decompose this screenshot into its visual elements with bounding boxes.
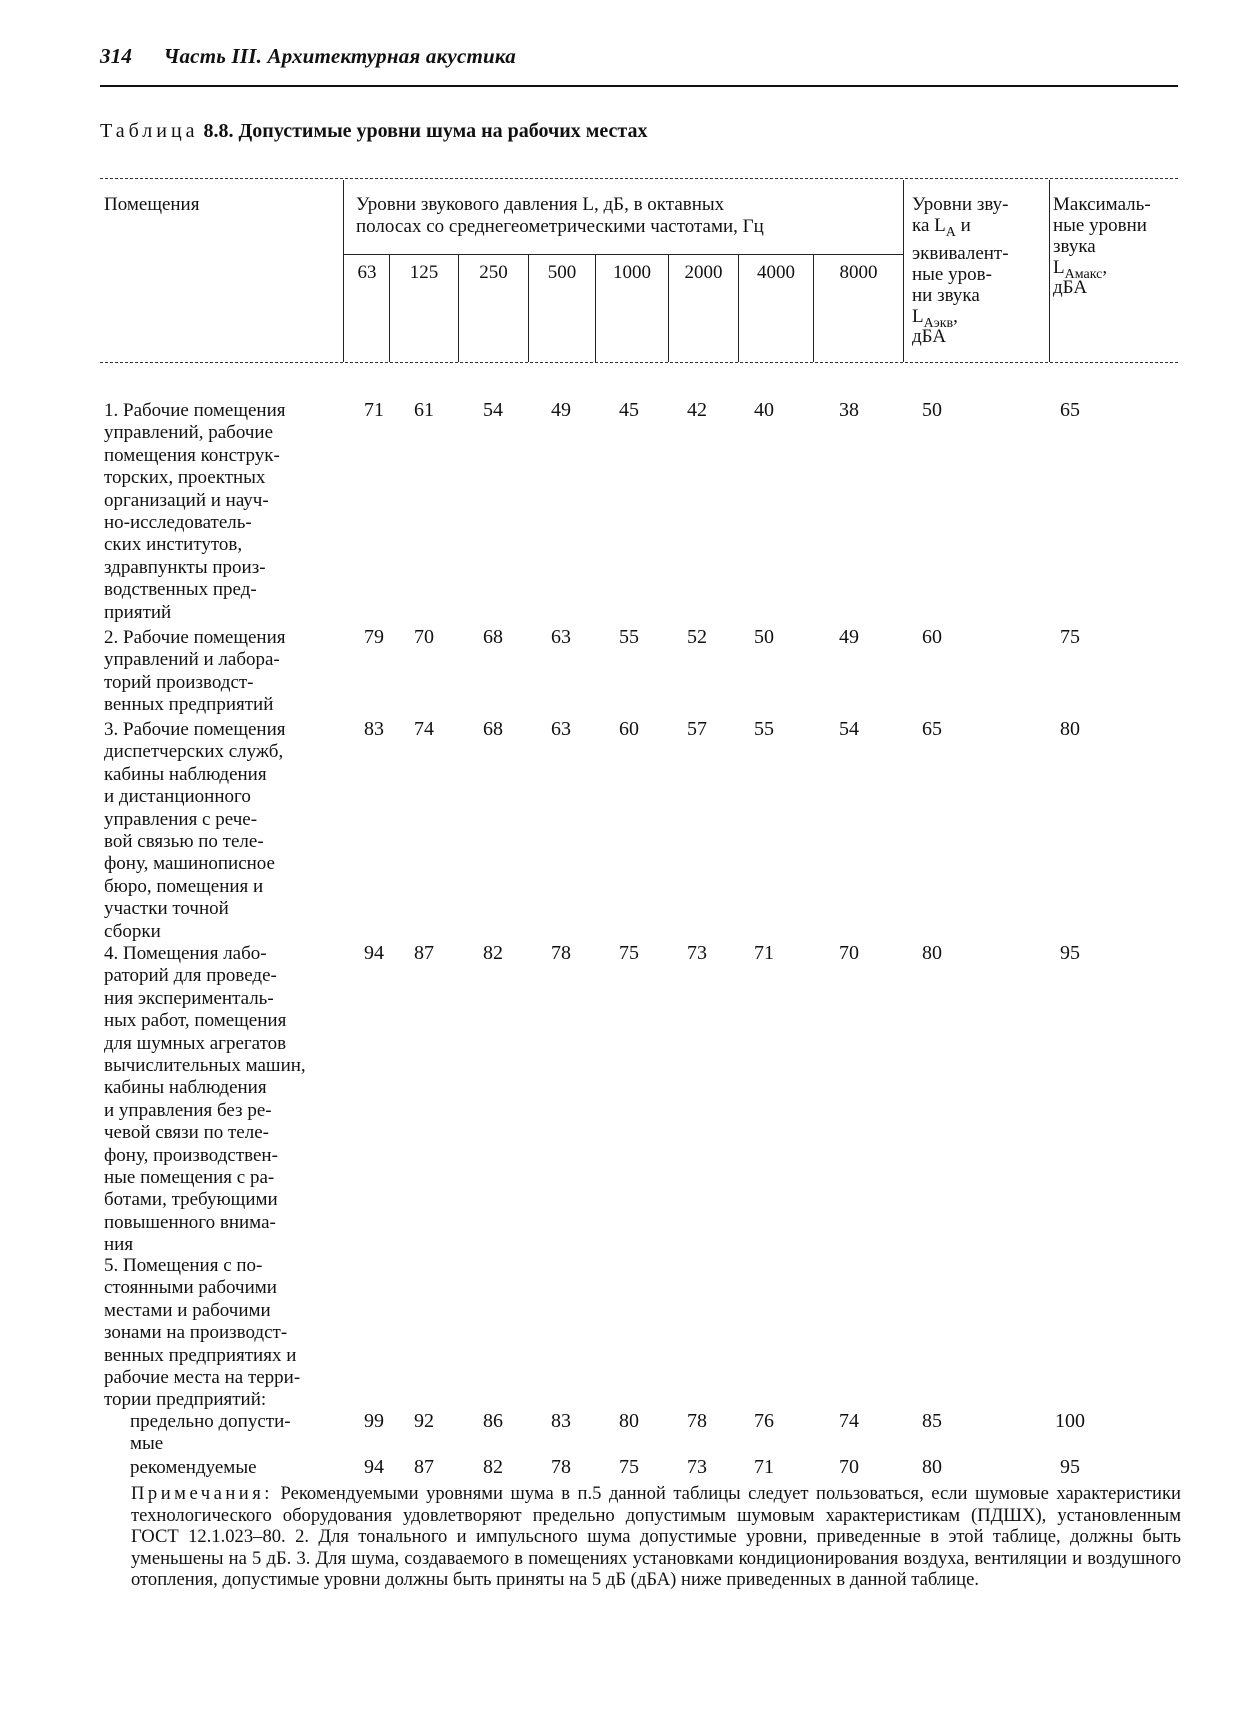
row-name-line: ния: [104, 1234, 134, 1256]
freq-header: 250: [479, 262, 508, 283]
levels-header-line1: Уровни звукового давления L, дБ, в октавных: [356, 194, 725, 215]
row-name-line: 4. Помещения лабо-: [104, 943, 267, 964]
cell-value: 80: [619, 1410, 639, 1432]
cell-value: 55: [754, 718, 774, 740]
row-name-line: ния эксперименталь-: [104, 987, 274, 1009]
cell-value: 75: [1060, 626, 1080, 648]
notes-label: Примечания:: [131, 1483, 273, 1504]
cell-value: 63: [551, 718, 571, 740]
cell-value: 57: [687, 718, 707, 740]
cell-value: 63: [551, 626, 571, 648]
caption-number: 8.8.: [203, 120, 234, 142]
row-name: [104, 943, 374, 1257]
row-name-line: рекомендуемые: [130, 1457, 257, 1478]
row-name-line: водственных пред-: [104, 579, 257, 601]
cell-value: 99: [364, 1410, 384, 1432]
row-name-line: мые: [130, 1433, 164, 1455]
cell-value: 71: [754, 1456, 774, 1478]
row-name-line: и управления без ре-: [104, 1099, 272, 1121]
cell-value: 95: [1060, 1456, 1080, 1478]
cell-value: 92: [414, 1410, 434, 1432]
col-divider: [903, 180, 904, 362]
row-name-line: организаций и науч-: [104, 489, 269, 511]
row-name-line: и дистанционного: [104, 786, 251, 808]
cell-value: 75: [619, 942, 639, 964]
cell-value: 94: [364, 1456, 384, 1478]
levels-header-line2: полосах со среднегеометрическими частотами, Гц: [356, 216, 764, 237]
cell-value: 68: [483, 626, 503, 648]
la-header-line: ни звука: [912, 284, 980, 306]
row-name-line: повышенного внима-: [104, 1211, 276, 1233]
max-header-line: ные уровни: [1053, 215, 1147, 236]
cell-value: 100: [1055, 1410, 1085, 1432]
cell-value: 85: [922, 1410, 942, 1432]
freq-header: 125: [409, 262, 439, 283]
row-name-line: рабочие места на терри-: [104, 1367, 301, 1389]
cell-value: 95: [1060, 942, 1080, 964]
cell-value: 74: [839, 1410, 859, 1432]
cell-value: 80: [922, 942, 942, 964]
row-name: [130, 1457, 370, 1479]
cell-value: 94: [364, 942, 384, 964]
row-name-line: 5. Помещения с по-: [104, 1255, 263, 1276]
cell-value: 86: [483, 1410, 503, 1432]
cell-value: 65: [922, 718, 942, 740]
row-name-line: раторий для проведе-: [104, 965, 277, 987]
cell-value: 54: [483, 399, 503, 421]
cell-value: 61: [414, 399, 434, 421]
table-caption: [100, 120, 648, 143]
cell-value: 38: [839, 399, 859, 421]
cell-value: 68: [483, 718, 503, 740]
row-name-line: местами и рабочими: [104, 1299, 271, 1321]
row-name-line: управлений, рабочие: [104, 422, 274, 444]
max-header-line: $L_{Амакс}$,: [1053, 257, 1108, 282]
cell-value: 52: [687, 626, 707, 648]
row-name-line: предельно допусти-: [130, 1411, 291, 1432]
cell-value: 71: [754, 942, 774, 964]
cell-value: 65: [1060, 399, 1080, 421]
cell-value: 75: [619, 1456, 639, 1478]
row-name-line: ных работ, помещения: [104, 1010, 287, 1032]
header-bottom-rule: [100, 362, 1178, 363]
row-name-line: кабины наблюдения: [104, 1077, 267, 1099]
freq-header: 63: [357, 262, 377, 283]
row-name: [104, 627, 374, 717]
table-top-rule: [100, 178, 1178, 179]
freq-header: 500: [547, 262, 577, 283]
cell-value: 70: [839, 1456, 859, 1478]
cell-value: 60: [922, 626, 942, 648]
row-name-line: диспетчерских служб,: [104, 741, 284, 763]
la-header-line: $L_{Аэкв}$,: [912, 305, 958, 331]
row-name-line: здравпункты произ-: [104, 556, 266, 578]
row-name-line: венных предприятий: [104, 694, 274, 716]
row-name-line: стоянными рабочими: [104, 1277, 277, 1299]
cell-value: 73: [687, 942, 707, 964]
max-header-line: дБА: [1053, 276, 1088, 298]
la-header-line: ка $L_A$ и: [912, 215, 971, 240]
row-name-line: для шумных агрегатов: [104, 1032, 287, 1054]
rooms-header: Помещения: [104, 194, 200, 215]
row-name-line: вой связью по теле-: [104, 831, 264, 853]
la-header-line: дБА: [912, 325, 947, 347]
running-head: [100, 44, 516, 69]
caption-label: Таблица: [100, 120, 199, 142]
row-name-line: фону, производствен-: [104, 1144, 278, 1166]
freq-header: 1000: [613, 262, 651, 283]
cell-value: 83: [364, 718, 384, 740]
header-rule: [100, 85, 1178, 87]
cell-value: 55: [619, 626, 639, 648]
cell-value: 70: [839, 942, 859, 964]
la-header-line: Уровни зву-: [912, 194, 1009, 215]
cell-value: 40: [754, 399, 774, 421]
row-name-line: ских институтов,: [104, 534, 243, 556]
cell-value: 78: [687, 1410, 707, 1432]
cell-value: 82: [483, 1456, 503, 1478]
row-name-line: тории предприятий:: [104, 1389, 267, 1411]
row-name: [104, 719, 374, 943]
cell-value: 50: [754, 626, 774, 648]
max-header: [1053, 194, 1178, 298]
cell-value: 45: [619, 399, 639, 421]
freq-rule: [343, 254, 903, 255]
row-name-line: приятий: [104, 601, 172, 623]
row-name: [104, 400, 374, 624]
row-name-line: кабины наблюдения: [104, 763, 267, 785]
row-name-line: 2. Рабочие помещения: [104, 627, 286, 648]
cell-value: 78: [551, 1456, 571, 1478]
row-name-line: торий производст-: [104, 671, 254, 693]
row-name-line: управлений и лабора-: [104, 649, 280, 671]
row-name-line: вычислительных машин,: [104, 1055, 306, 1077]
cell-value: 54: [839, 718, 859, 740]
row-name-line: ные помещения с ра-: [104, 1167, 275, 1189]
notes-text: Рекомендуемыми уровнями шума в п.5 данной таблицы следует пользоваться, если шумовые характеристики технологического оборудования удовлетворяют предельно допустимым шумовым характеристикам (ПДШХ), установленным ГОСТ 12.1.023–80. 2. Для тонального и импульсного шума допустимые уровни, приведенные в этой таблице, должны быть уменьшены на 5 дБ. 3. Для шума, создаваемого в помещениях установками кондиционирования воздуха, вентиляции и воздушного отопления, допустимые уровни должны быть приняты на 5 дБ (дБА) ниже приведенных в данной таблице.: [131, 1483, 1181, 1591]
row-name-line: участки точной: [104, 898, 229, 920]
row-name-line: бюро, помещения и: [104, 875, 264, 897]
cell-value: 83: [551, 1410, 571, 1432]
cell-value: 79: [364, 626, 384, 648]
la-header-line: эквивалент-: [912, 242, 1009, 264]
row-name-line: чевой связи по теле-: [104, 1122, 269, 1144]
cell-value: 78: [551, 942, 571, 964]
cell-value: 49: [839, 626, 859, 648]
cell-value: 42: [687, 399, 707, 421]
cell-value: 60: [619, 718, 639, 740]
row-name-line: 3. Рабочие помещения: [104, 719, 286, 740]
cell-value: 49: [551, 399, 571, 421]
row-name: [104, 1255, 374, 1412]
table-notes: [131, 1483, 1181, 1591]
max-header-line: Максималь-: [1053, 194, 1151, 215]
page-number: 314: [100, 44, 133, 68]
row-name-line: управления с рече-: [104, 808, 258, 830]
cell-value: 87: [414, 942, 434, 964]
row-name-line: зонами на производст-: [104, 1322, 288, 1344]
cell-value: 50: [922, 399, 942, 421]
col-divider: [1049, 180, 1050, 362]
caption-title: Допустимые уровни шума на рабочих местах: [238, 120, 648, 142]
row-name-line: сборки: [104, 920, 161, 942]
freq-header: 4000: [757, 262, 795, 283]
cell-value: 71: [364, 399, 384, 421]
la-header: [912, 194, 1048, 347]
row-name-line: фону, машинописное: [104, 853, 275, 875]
row-name-line: венных предприятиях и: [104, 1344, 297, 1366]
cell-value: 82: [483, 942, 503, 964]
freq-header: 2000: [684, 262, 723, 283]
cell-value: 76: [754, 1410, 774, 1432]
running-title: Часть III. Архитектурная акустика: [163, 44, 516, 68]
cell-value: 80: [922, 1456, 942, 1478]
row-name-line: ботами, требующими: [104, 1189, 278, 1211]
cell-value: 74: [414, 718, 434, 740]
row-name-line: 1. Рабочие помещения: [104, 400, 286, 421]
max-header-line: звука: [1053, 236, 1096, 257]
row-name-line: помещения конструк-: [104, 444, 280, 466]
cell-value: 87: [414, 1456, 434, 1478]
cell-value: 73: [687, 1456, 707, 1478]
cell-value: 80: [1060, 718, 1080, 740]
row-name-line: но-исследователь-: [104, 512, 252, 534]
freq-header: 8000: [839, 262, 878, 283]
row-name-line: торских, проектных: [104, 467, 266, 489]
la-header-line: ные уров-: [912, 263, 992, 285]
row-name: [130, 1411, 370, 1456]
cell-value: 70: [414, 626, 434, 648]
